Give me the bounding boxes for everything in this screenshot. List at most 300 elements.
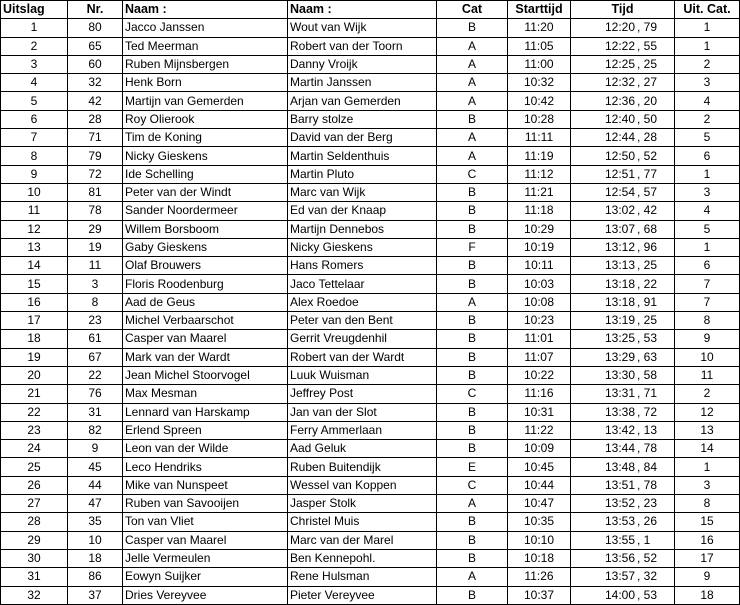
- tijd-minutes: 13:56: [604, 551, 635, 566]
- cell-tijd: [571, 55, 675, 73]
- table-row: [1, 403, 740, 421]
- cell-cat: B: [437, 220, 508, 238]
- cell-uitslag: 18: [1, 330, 68, 348]
- cell-cat: A: [437, 568, 508, 586]
- cell-uitslag: 25: [1, 458, 68, 476]
- cell-naam-2: Robert van der Toorn: [288, 37, 437, 55]
- cell-naam-1: Floris Roodenburg: [123, 275, 288, 293]
- cell-cat: B: [437, 257, 508, 275]
- cell-naam-2: Marc van der Marel: [288, 531, 437, 549]
- cell-nr: 47: [68, 495, 123, 513]
- cell-cat: B: [437, 440, 508, 458]
- tijd-minutes: 14:00: [604, 587, 635, 602]
- results-body: [1, 19, 740, 605]
- tijd-fraction: , 52: [637, 148, 658, 163]
- cell-uitslag: 32: [1, 586, 68, 604]
- cell-starttijd: 11:18: [508, 202, 571, 220]
- cell-uitslag: 8: [1, 147, 68, 165]
- cell-starttijd: 10:23: [508, 312, 571, 330]
- cell-cat: B: [437, 330, 508, 348]
- tijd-minutes: 13:42: [604, 422, 635, 437]
- table-row: [1, 348, 740, 366]
- cell-uit-cat: 2: [675, 385, 740, 403]
- table-row: [1, 92, 740, 110]
- cell-naam-2: Jeffrey Post: [288, 385, 437, 403]
- header-naam-1: Naam :: [123, 1, 288, 19]
- tijd-fraction: , 72: [637, 404, 658, 419]
- cell-tijd: [571, 549, 675, 567]
- tijd-fraction: , 78: [637, 477, 658, 492]
- cell-naam-2: Luuk Wuisman: [288, 366, 437, 384]
- cell-uit-cat: 2: [675, 110, 740, 128]
- cell-tijd: [571, 330, 675, 348]
- cell-tijd: [571, 403, 675, 421]
- table-row: [1, 74, 740, 92]
- tijd-fraction: , 58: [637, 368, 658, 383]
- cell-naam-1: Mark van der Wardt: [123, 348, 288, 366]
- cell-nr: 60: [68, 55, 123, 73]
- tijd-minutes: 13:31: [604, 386, 635, 401]
- tijd-fraction: , 25: [637, 313, 658, 328]
- cell-nr: 23: [68, 312, 123, 330]
- cell-nr: 42: [68, 92, 123, 110]
- cell-naam-2: Robert van der Wardt: [288, 348, 437, 366]
- cell-starttijd: 11:12: [508, 165, 571, 183]
- table-row: [1, 55, 740, 73]
- cell-starttijd: 10:37: [508, 586, 571, 604]
- cell-naam-2: Martin Pluto: [288, 165, 437, 183]
- table-row: [1, 366, 740, 384]
- cell-starttijd: 10:11: [508, 257, 571, 275]
- cell-nr: 79: [68, 147, 123, 165]
- cell-uit-cat: 6: [675, 147, 740, 165]
- tijd-minutes: 13:02: [604, 203, 635, 218]
- cell-cat: B: [437, 531, 508, 549]
- tijd-minutes: 12:32: [604, 75, 635, 90]
- cell-naam-1: Sander Noordermeer: [123, 202, 288, 220]
- tijd-minutes: 12:22: [604, 38, 635, 53]
- cell-uitslag: 17: [1, 312, 68, 330]
- tijd-fraction: , 71: [637, 386, 658, 401]
- cell-uit-cat: 13: [675, 421, 740, 439]
- cell-naam-2: Jasper Stolk: [288, 495, 437, 513]
- tijd-minutes: 13:53: [604, 514, 635, 529]
- tijd-minutes: 13:19: [604, 313, 635, 328]
- cell-naam-2: Gerrit Vreugdenhil: [288, 330, 437, 348]
- cell-naam-1: Ton van Vliet: [123, 513, 288, 531]
- cell-cat: B: [437, 110, 508, 128]
- tijd-minutes: 12:44: [604, 130, 635, 145]
- tijd-fraction: , 1: [637, 532, 651, 547]
- tijd-fraction: , 25: [637, 258, 658, 273]
- table-row: [1, 421, 740, 439]
- table-row: [1, 129, 740, 147]
- tijd-fraction: , 79: [637, 20, 658, 35]
- cell-naam-1: Erlend Spreen: [123, 421, 288, 439]
- cell-naam-1: Lennard van Harskamp: [123, 403, 288, 421]
- cell-naam-2: Martin Seldenthuis: [288, 147, 437, 165]
- cell-cat: B: [437, 183, 508, 201]
- cell-starttijd: 11:05: [508, 37, 571, 55]
- cell-tijd: [571, 312, 675, 330]
- cell-cat: B: [437, 549, 508, 567]
- cell-naam-2: Danny Vroijk: [288, 55, 437, 73]
- cell-naam-1: Gaby Gieskens: [123, 238, 288, 256]
- tijd-minutes: 13:52: [604, 496, 635, 511]
- tijd-minutes: 13:12: [604, 240, 635, 254]
- cell-naam-1: Ted Meerman: [123, 37, 288, 55]
- tijd-minutes: 12:25: [604, 57, 635, 72]
- cell-starttijd: 10:42: [508, 92, 571, 110]
- cell-tijd: [571, 183, 675, 201]
- cell-naam-1: Max Mesman: [123, 385, 288, 403]
- cell-naam-2: Barry stolze: [288, 110, 437, 128]
- cell-tijd: [571, 366, 675, 384]
- tijd-minutes: 13:18: [604, 276, 635, 291]
- cell-naam-2: Martin Janssen: [288, 74, 437, 92]
- tijd-minutes: 13:13: [604, 258, 635, 273]
- cell-cat: B: [437, 312, 508, 330]
- cell-naam-2: Wout van Wijk: [288, 19, 437, 37]
- cell-naam-1: Aad de Geus: [123, 293, 288, 311]
- cell-cat: C: [437, 165, 508, 183]
- cell-naam-1: Ide Schelling: [123, 165, 288, 183]
- cell-naam-1: Tim de Koning: [123, 129, 288, 147]
- cell-naam-1: Willem Borsboom: [123, 220, 288, 238]
- tijd-minutes: 13:51: [604, 477, 635, 492]
- tijd-minutes: 13:44: [604, 441, 635, 456]
- cell-cat: A: [437, 55, 508, 73]
- cell-nr: 44: [68, 476, 123, 494]
- cell-starttijd: 11:11: [508, 129, 571, 147]
- cell-uit-cat: 1: [675, 238, 740, 256]
- cell-uit-cat: 5: [675, 220, 740, 238]
- cell-uitslag: 26: [1, 476, 68, 494]
- cell-nr: 31: [68, 403, 123, 421]
- cell-cat: A: [437, 495, 508, 513]
- cell-tijd: [571, 238, 675, 256]
- cell-starttijd: 10:08: [508, 293, 571, 311]
- cell-naam-1: Martijn van Gemerden: [123, 92, 288, 110]
- tijd-fraction: , 25: [637, 57, 658, 72]
- cell-naam-2: Marc van Wijk: [288, 183, 437, 201]
- cell-naam-2: Ed van der Knaap: [288, 202, 437, 220]
- cell-cat: B: [437, 275, 508, 293]
- table-row: [1, 476, 740, 494]
- cell-uit-cat: 11: [675, 366, 740, 384]
- cell-naam-1: Olaf Brouwers: [123, 257, 288, 275]
- tijd-fraction: , 50: [637, 111, 658, 126]
- tijd-fraction: , 52: [637, 551, 658, 566]
- cell-nr: 9: [68, 440, 123, 458]
- cell-naam-1: Mike van Nunspeet: [123, 476, 288, 494]
- table-row: [1, 293, 740, 311]
- cell-naam-1: Jelle Vermeulen: [123, 549, 288, 567]
- header-uit-cat: Uit. Cat.: [675, 1, 740, 19]
- cell-uit-cat: 7: [675, 293, 740, 311]
- cell-uit-cat: 10: [675, 348, 740, 366]
- cell-cat: B: [437, 202, 508, 220]
- tijd-minutes: 12:20: [604, 20, 635, 35]
- cell-uit-cat: 7: [675, 275, 740, 293]
- cell-uitslag: 1: [1, 19, 68, 37]
- cell-nr: 65: [68, 37, 123, 55]
- tijd-fraction: , 20: [637, 93, 658, 108]
- cell-nr: 19: [68, 238, 123, 256]
- cell-cat: B: [437, 348, 508, 366]
- tijd-fraction: , 84: [637, 459, 658, 474]
- cell-nr: 18: [68, 549, 123, 567]
- cell-uit-cat: 4: [675, 202, 740, 220]
- cell-naam-1: Roy Olierook: [123, 110, 288, 128]
- table-row: [1, 568, 740, 586]
- cell-tijd: [571, 275, 675, 293]
- cell-naam-1: Eowyn Suijker: [123, 568, 288, 586]
- tijd-fraction: , 91: [637, 294, 658, 309]
- cell-uitslag: 24: [1, 440, 68, 458]
- cell-tijd: [571, 74, 675, 92]
- cell-starttijd: 10:18: [508, 549, 571, 567]
- header-row: [1, 1, 740, 19]
- cell-naam-1: Michel Verbaarschot: [123, 312, 288, 330]
- tijd-fraction: , 63: [637, 349, 658, 364]
- tijd-minutes: 13:57: [604, 569, 635, 584]
- cell-starttijd: 10:28: [508, 110, 571, 128]
- cell-tijd: [571, 92, 675, 110]
- cell-naam-2: Jan van der Slot: [288, 403, 437, 421]
- cell-cat: A: [437, 129, 508, 147]
- cell-naam-2: Nicky Gieskens: [288, 238, 437, 256]
- table-row: [1, 220, 740, 238]
- header-nr: Nr.: [68, 1, 123, 19]
- tijd-minutes: 13:48: [604, 459, 635, 474]
- tijd-fraction: , 96: [637, 240, 658, 254]
- cell-uitslag: 23: [1, 421, 68, 439]
- table-row: [1, 165, 740, 183]
- cell-uitslag: 12: [1, 220, 68, 238]
- cell-naam-1: Leco Hendriks: [123, 458, 288, 476]
- table-row: [1, 495, 740, 513]
- cell-naam-2: Martijn Dennebos: [288, 220, 437, 238]
- cell-naam-2: Peter van den Bent: [288, 312, 437, 330]
- cell-cat: B: [437, 421, 508, 439]
- cell-cat: C: [437, 385, 508, 403]
- cell-naam-1: Nicky Gieskens: [123, 147, 288, 165]
- cell-uit-cat: 12: [675, 403, 740, 421]
- cell-naam-2: Christel Muis: [288, 513, 437, 531]
- cell-tijd: [571, 476, 675, 494]
- table-row: [1, 440, 740, 458]
- table-row: [1, 183, 740, 201]
- table-row: [1, 531, 740, 549]
- cell-tijd: [571, 220, 675, 238]
- cell-naam-2: Pieter Vereyvee: [288, 586, 437, 604]
- cell-uitslag: 13: [1, 238, 68, 256]
- cell-starttijd: 11:26: [508, 568, 571, 586]
- cell-cat: E: [437, 458, 508, 476]
- cell-uitslag: 2: [1, 37, 68, 55]
- tijd-fraction: , 57: [637, 185, 658, 200]
- table-row: [1, 513, 740, 531]
- cell-uit-cat: 3: [675, 476, 740, 494]
- cell-uitslag: 6: [1, 110, 68, 128]
- tijd-minutes: 13:18: [604, 294, 635, 309]
- cell-uitslag: 15: [1, 275, 68, 293]
- cell-nr: 76: [68, 385, 123, 403]
- cell-uitslag: 5: [1, 92, 68, 110]
- cell-starttijd: 11:22: [508, 421, 571, 439]
- cell-cat: B: [437, 366, 508, 384]
- cell-cat: A: [437, 37, 508, 55]
- header-starttijd: Starttijd: [508, 1, 571, 19]
- cell-cat: A: [437, 74, 508, 92]
- cell-uitslag: 29: [1, 531, 68, 549]
- cell-cat: A: [437, 293, 508, 311]
- cell-uitslag: 19: [1, 348, 68, 366]
- cell-starttijd: 10:29: [508, 220, 571, 238]
- cell-starttijd: 10:32: [508, 74, 571, 92]
- cell-uitslag: 21: [1, 385, 68, 403]
- table-row: [1, 257, 740, 275]
- cell-nr: 71: [68, 129, 123, 147]
- cell-uit-cat: 1: [675, 19, 740, 37]
- table-row: [1, 312, 740, 330]
- tijd-minutes: 12:54: [604, 185, 635, 200]
- cell-uitslag: 4: [1, 74, 68, 92]
- header-tijd: Tijd: [571, 1, 675, 19]
- cell-uit-cat: 3: [675, 74, 740, 92]
- tijd-fraction: , 78: [637, 441, 658, 456]
- cell-naam-1: Leon van der Wilde: [123, 440, 288, 458]
- cell-tijd: [571, 348, 675, 366]
- table-row: [1, 586, 740, 604]
- cell-naam-1: Ruben van Savooijen: [123, 495, 288, 513]
- cell-naam-2: Alex Roedoe: [288, 293, 437, 311]
- tijd-minutes: 13:29: [604, 349, 635, 364]
- cell-uitslag: 31: [1, 568, 68, 586]
- cell-naam-1: Casper van Maarel: [123, 330, 288, 348]
- cell-starttijd: 11:19: [508, 147, 571, 165]
- cell-starttijd: 10:10: [508, 531, 571, 549]
- cell-tijd: [571, 147, 675, 165]
- cell-uitslag: 27: [1, 495, 68, 513]
- cell-uitslag: 28: [1, 513, 68, 531]
- tijd-fraction: , 53: [637, 587, 658, 602]
- cell-nr: 37: [68, 586, 123, 604]
- cell-tijd: [571, 568, 675, 586]
- table-row: [1, 37, 740, 55]
- cell-cat: A: [437, 147, 508, 165]
- cell-nr: 29: [68, 220, 123, 238]
- table-row: [1, 147, 740, 165]
- cell-starttijd: 11:20: [508, 19, 571, 37]
- cell-starttijd: 10:03: [508, 275, 571, 293]
- table-row: [1, 238, 740, 256]
- cell-nr: 86: [68, 568, 123, 586]
- cell-uit-cat: 1: [675, 165, 740, 183]
- cell-nr: 3: [68, 275, 123, 293]
- cell-nr: 22: [68, 366, 123, 384]
- cell-tijd: [571, 495, 675, 513]
- cell-starttijd: 10:19: [508, 238, 571, 256]
- cell-starttijd: 10:31: [508, 403, 571, 421]
- cell-starttijd: 10:45: [508, 458, 571, 476]
- tijd-fraction: , 42: [637, 203, 658, 218]
- cell-tijd: [571, 293, 675, 311]
- cell-cat: F: [437, 238, 508, 256]
- cell-uit-cat: 9: [675, 568, 740, 586]
- cell-nr: 67: [68, 348, 123, 366]
- cell-nr: 61: [68, 330, 123, 348]
- cell-uit-cat: 9: [675, 330, 740, 348]
- cell-uit-cat: 6: [675, 257, 740, 275]
- cell-starttijd: 11:00: [508, 55, 571, 73]
- cell-uit-cat: 3: [675, 183, 740, 201]
- tijd-minutes: 12:50: [604, 148, 635, 163]
- tijd-fraction: , 22: [637, 276, 658, 291]
- cell-tijd: [571, 586, 675, 604]
- cell-nr: 80: [68, 19, 123, 37]
- cell-starttijd: 10:44: [508, 476, 571, 494]
- tijd-fraction: , 68: [637, 221, 658, 236]
- tijd-fraction: , 55: [637, 38, 658, 53]
- cell-tijd: [571, 440, 675, 458]
- cell-nr: 28: [68, 110, 123, 128]
- cell-naam-2: Jaco Tettelaar: [288, 275, 437, 293]
- cell-uit-cat: 17: [675, 549, 740, 567]
- cell-uitslag: 7: [1, 129, 68, 147]
- tijd-fraction: , 27: [637, 75, 658, 90]
- cell-tijd: [571, 19, 675, 37]
- tijd-minutes: 13:38: [604, 404, 635, 419]
- cell-cat: B: [437, 403, 508, 421]
- tijd-fraction: , 28: [637, 130, 658, 145]
- table-row: [1, 110, 740, 128]
- cell-uit-cat: 1: [675, 37, 740, 55]
- tijd-fraction: , 23: [637, 496, 658, 511]
- cell-tijd: [571, 531, 675, 549]
- header-uitslag: Uitslag: [1, 1, 68, 19]
- tijd-minutes: 12:40: [604, 111, 635, 126]
- cell-uit-cat: 1: [675, 458, 740, 476]
- cell-naam-1: Peter van der Windt: [123, 183, 288, 201]
- cell-nr: 82: [68, 421, 123, 439]
- cell-nr: 78: [68, 202, 123, 220]
- cell-cat: B: [437, 586, 508, 604]
- cell-tijd: [571, 257, 675, 275]
- cell-starttijd: 10:35: [508, 513, 571, 531]
- cell-cat: C: [437, 476, 508, 494]
- cell-naam-2: Ruben Buitendijk: [288, 458, 437, 476]
- header-cat: Cat: [437, 1, 508, 19]
- cell-tijd: [571, 385, 675, 403]
- cell-nr: 8: [68, 293, 123, 311]
- cell-nr: 72: [68, 165, 123, 183]
- cell-uit-cat: 5: [675, 129, 740, 147]
- cell-uitslag: 11: [1, 202, 68, 220]
- cell-uit-cat: 8: [675, 495, 740, 513]
- cell-uitslag: 3: [1, 55, 68, 73]
- tijd-fraction: , 13: [637, 422, 658, 437]
- cell-naam-1: Jean Michel Stoorvogel: [123, 366, 288, 384]
- tijd-minutes: 12:51: [604, 166, 635, 181]
- cell-tijd: [571, 110, 675, 128]
- cell-naam-2: Ferry Ammerlaan: [288, 421, 437, 439]
- header-naam-2: Naam :: [288, 1, 437, 19]
- cell-uit-cat: 15: [675, 513, 740, 531]
- cell-starttijd: 10:22: [508, 366, 571, 384]
- cell-naam-1: Ruben Mijnsbergen: [123, 55, 288, 73]
